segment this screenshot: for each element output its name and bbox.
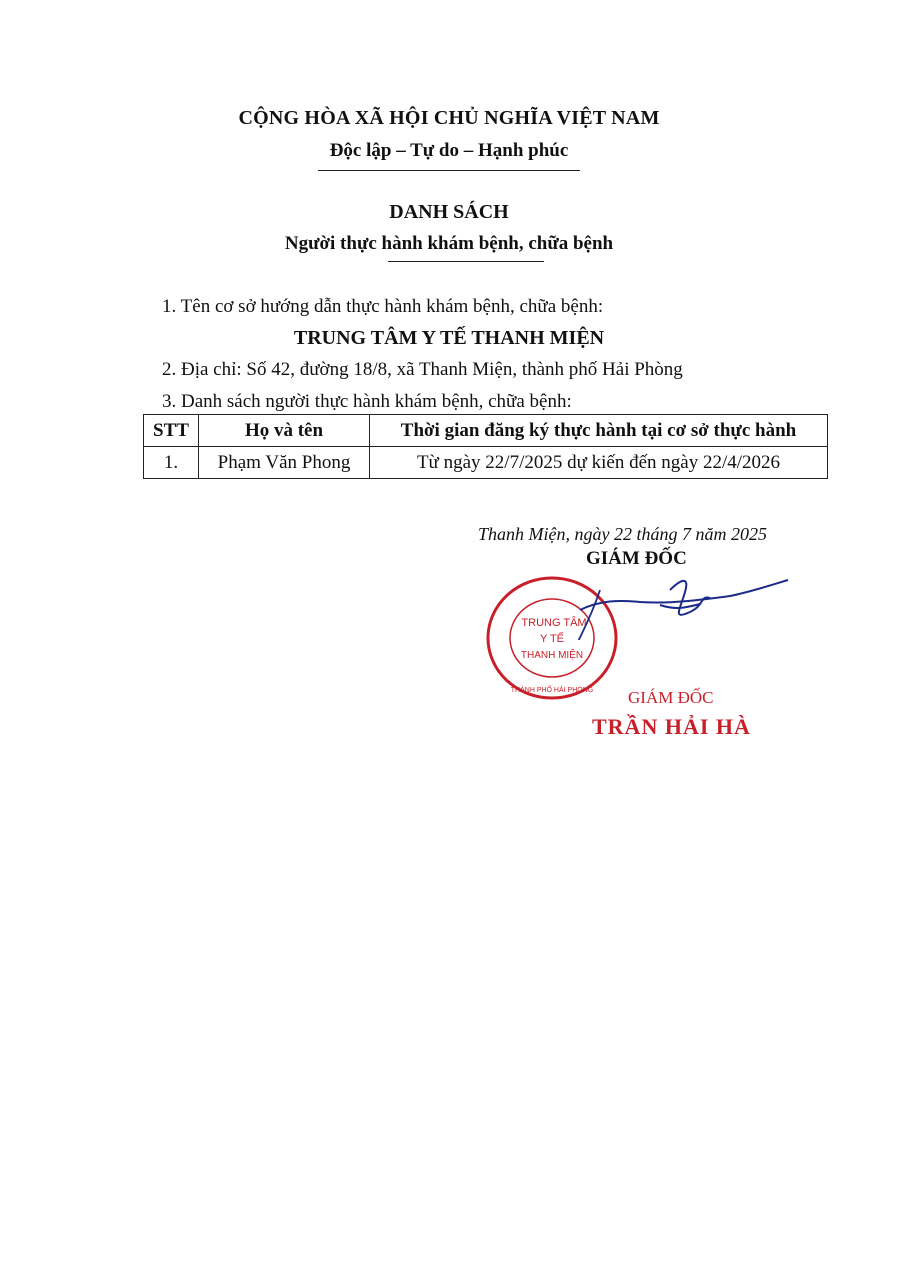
handwritten-signature: [560, 570, 800, 640]
table-row: [144, 447, 828, 479]
cell-period: Từ ngày 22/7/2025 dự kiến đến ngày 22/4/2026: [370, 447, 828, 479]
item-address: 2. Địa chỉ: Số 42, đường 18/8, xã Thanh Miện, thành phố Hải Phòng: [162, 359, 683, 380]
header-stt: STT: [144, 415, 199, 447]
signer-name: TRẦN HẢI HÀ: [592, 714, 751, 739]
stamp-line-3: THANH MIỆN: [520, 650, 584, 661]
header-period: Thời gian đăng ký thực hành tại cơ sở thực hành: [370, 415, 828, 447]
stamp-title: GIÁM ĐỐC: [628, 688, 714, 707]
stamp-line-1: TRUNG TÂM: [521, 617, 587, 629]
facility-name: TRUNG TÂM Y TẾ THANH MIỆN: [293, 327, 605, 349]
signer-title: GIÁM ĐỐC: [586, 548, 687, 569]
table-header-row: [144, 415, 828, 447]
header-name: Họ và tên: [199, 415, 370, 447]
place-date: Thanh Miện, ngày 22 tháng 7 năm 2025: [478, 524, 767, 544]
subtitle-underline: [388, 261, 544, 262]
stamp-line-2: Y TẾ: [539, 633, 565, 645]
nation-header: CỘNG HÒA XÃ HỘI CHỦ NGHĨA VIỆT NAM: [238, 107, 660, 129]
item-facility-label: 1. Tên cơ sở hướng dẫn thực hành khám bệnh, chữa bệnh:: [162, 296, 604, 317]
document-subtitle: Người thực hành khám bệnh, chữa bệnh: [284, 233, 614, 254]
motto: Độc lập – Tự do – Hạnh phúc: [329, 140, 569, 161]
practitioner-table: [143, 414, 828, 479]
item-list-label: 3. Danh sách người thực hành khám bệnh, chữa bệnh:: [162, 391, 572, 412]
cell-stt: 1.: [144, 447, 199, 479]
stamp-ring-text: THÀNH PHỐ HẢI PHÒNG: [510, 687, 594, 694]
cell-name: Phạm Văn Phong: [199, 447, 370, 479]
motto-underline: [318, 170, 580, 171]
document-title: DANH SÁCH: [389, 201, 509, 223]
